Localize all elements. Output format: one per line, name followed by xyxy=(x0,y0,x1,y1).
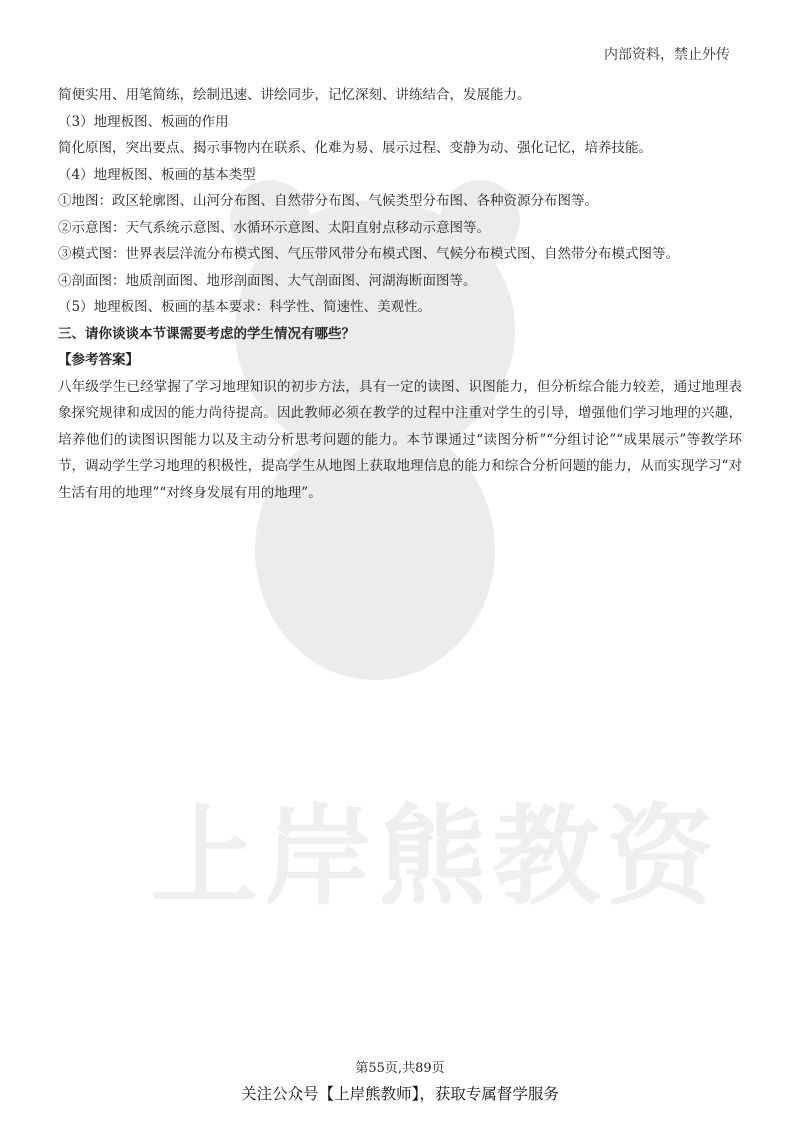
section-heading: （5）地理板图、板画的基本要求：科学性、简速性、美观性。 xyxy=(58,299,432,315)
watermark-text: 上岸熊教资 xyxy=(150,795,721,920)
text-line: 简便实用、用笔简练，绘制迅速、讲绘同步，记忆深刻、讲练结合，发展能力。 xyxy=(58,87,531,103)
section-heading: （4）地理板图、板画的基本类型 xyxy=(58,166,256,183)
header-note: 内部资料，禁止外传 xyxy=(604,47,730,63)
document-body xyxy=(58,82,742,506)
list-item: ②示意图：天气系统示意图、水循环示意图、太阳直射点移动示意图等。 xyxy=(58,219,490,236)
section-heading: （3）地理板图、板画的作用 xyxy=(58,113,229,130)
list-item: ③模式图：世界表层洋流分布模式图、气压带风带分布模式图、气候分布模式图、自然带分布模式图等。 xyxy=(58,246,679,262)
question-heading: 三、请你谈谈本节课需要考虑的学生情况有哪些？ xyxy=(58,325,355,342)
list-item: ①地图：政区轮廓图、山河分布图、自然带分布图、气候类型分布图、各种资源分布图等。 xyxy=(58,193,598,209)
footer-promo: 关注公众号【上岸熊教师】，获取专属督学服务 xyxy=(241,1085,559,1103)
text-line: 简化原图，突出要点、揭示事物内在联系、化难为易、展示过程、变静为动、强化记忆，培养技能。 xyxy=(58,140,652,156)
list-item: ④剖面图：地质剖面图、地形剖面图、大气剖面图、河湖海断面图等。 xyxy=(58,272,477,289)
page-number: 第55页,共89页 xyxy=(355,1061,445,1076)
answer-heading: 【参考答案】 xyxy=(58,352,139,368)
answer-paragraph: 八年级学生已经掌握了学习地理知识的初步方法，具有一定的读图、识图能力，但分析综合能力较差，通过地理表象探究规律和成因的能力尚待提高。因此教师必须在教学的过程中注重对学生的引导，增强他们学习地理的兴趣，培养他们的读图识图能力以及主动分析思考问题的能力。本节课通过“读图分析”“分组讨论”“成果展示”等教学环节，调动学生学习地理的积极性，提高学生从地图上获取地理信息的能力和综合分析问题的能力，从而实现学习“对生活有用的地理”“对终身发展有用的地理”。 xyxy=(58,378,742,501)
